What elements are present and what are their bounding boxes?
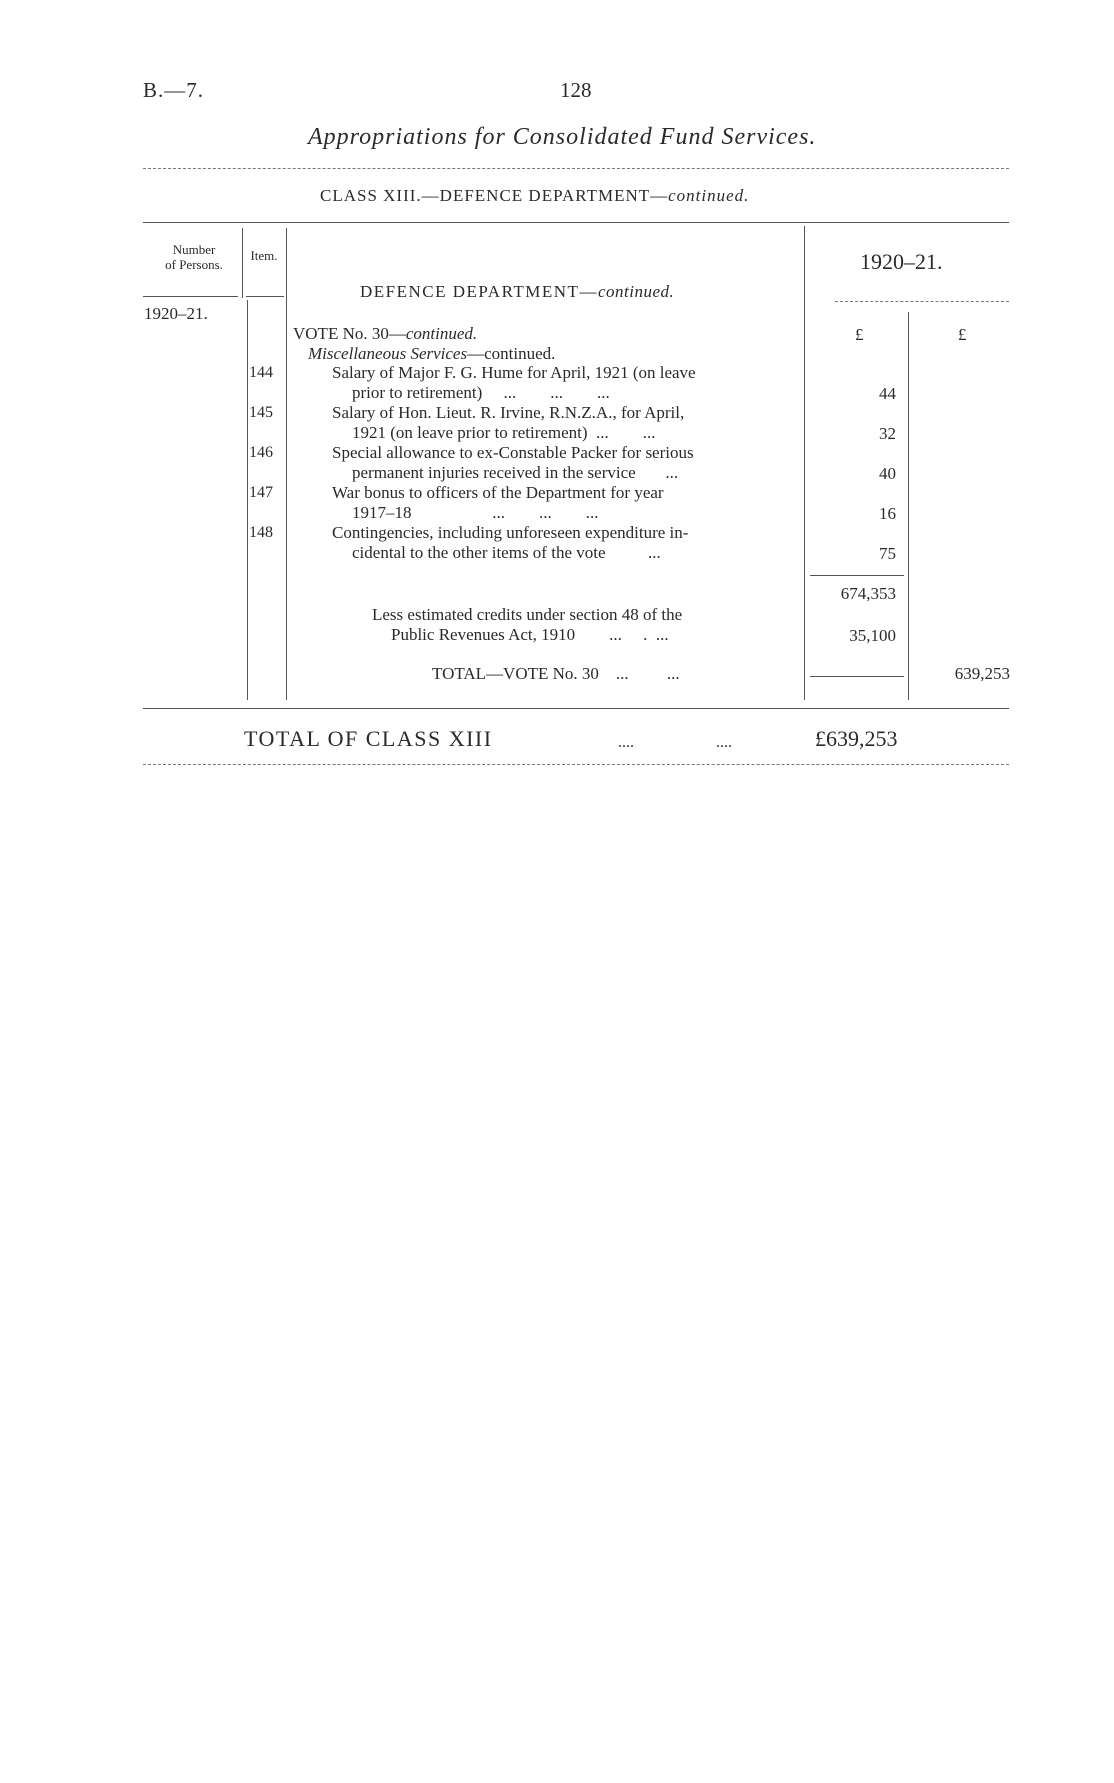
total-vote-amount: 639,253 (954, 664, 1010, 683)
department-heading: DEFENCE DEPARTMENT—continued. (360, 282, 675, 301)
item-text-line2: 1917–18 ... ... ... (352, 503, 599, 522)
class-heading: CLASS XIII.—DEFENCE DEPARTMENT—continued. (320, 186, 750, 205)
year-header-rule (835, 301, 1009, 302)
less-credits-amount: 35,100 (849, 626, 896, 645)
year-header: 1920–21. (860, 249, 943, 274)
item-amount: 40 (879, 464, 896, 483)
col-rule-amounts (908, 312, 909, 700)
total-of-class-label: TOTAL OF CLASS XIII (244, 726, 493, 751)
table-top-rule (143, 222, 1009, 223)
item-text-line2: cidental to the other items of the vote ... (352, 543, 661, 562)
item-text-line1: Salary of Major F. G. Hume for April, 1921 (on leave (332, 363, 696, 382)
item-text-line2: permanent injuries received in the service ... (352, 463, 679, 482)
less-credits-line1: Less estimated credits under section 48 of the (372, 605, 683, 624)
item-text-line1: Salary of Hon. Lieut. R. Irvine, R.N.Z.A., for April, (332, 403, 685, 422)
item-number: 146 (249, 444, 273, 461)
persons-year: 1920–21. (144, 304, 208, 323)
item-header: Item. (250, 248, 278, 263)
number-of-persons-header: Number of Persons. (165, 242, 223, 272)
closing-rule (143, 764, 1009, 765)
item-number: 144 (249, 364, 273, 381)
vote-subhead: Miscellaneous Services—continued. (308, 344, 556, 363)
persons-header-rule (143, 296, 238, 297)
col-rule-item (286, 228, 287, 700)
leader-dots: .... (618, 734, 634, 751)
col-rule-details (804, 226, 805, 700)
item-header-rule (246, 296, 284, 297)
item-amount: 44 (879, 384, 896, 403)
document-reference: B.—7. (143, 78, 205, 102)
total-vote-label: TOTAL—VOTE No. 30 ... ... (432, 664, 680, 683)
item-text-line1: War bonus to officers of the Department for year (332, 483, 664, 502)
page-number: 128 (560, 78, 592, 102)
subtotal-rule (810, 575, 904, 576)
table-bottom-rule (143, 708, 1009, 709)
currency-left: £ (855, 325, 864, 344)
currency-right: £ (958, 325, 967, 344)
total-vote-rule (810, 676, 904, 677)
page-title: Appropriations for Consolidated Fund Services. (308, 124, 817, 150)
item-number: 147 (249, 484, 273, 501)
item-number: 145 (249, 404, 273, 421)
vote-title: VOTE No. 30—continued. (293, 324, 478, 343)
item-text-line2: prior to retirement) ... ... ... (352, 383, 610, 402)
item-amount: 75 (879, 544, 896, 563)
col-rule-persons (247, 300, 248, 700)
item-text-line1: Special allowance to ex-Constable Packer for serious (332, 443, 694, 462)
item-text-line1: Contingencies, including unforeseen expenditure in- (332, 523, 689, 542)
total-of-class-amount: £639,253 (815, 726, 898, 751)
less-credits-line2: Public Revenues Act, 1910 ... . ... (391, 625, 669, 644)
leader-dots: .... (716, 734, 732, 751)
item-text-line2: 1921 (on leave prior to retirement) ... ... (352, 423, 656, 442)
title-rule (143, 168, 1009, 169)
col-rule-persons-top (242, 228, 243, 298)
item-amount: 32 (879, 424, 896, 443)
item-number: 148 (249, 524, 273, 541)
item-amount: 16 (879, 504, 896, 523)
subtotal-amount: 674,353 (840, 584, 896, 603)
